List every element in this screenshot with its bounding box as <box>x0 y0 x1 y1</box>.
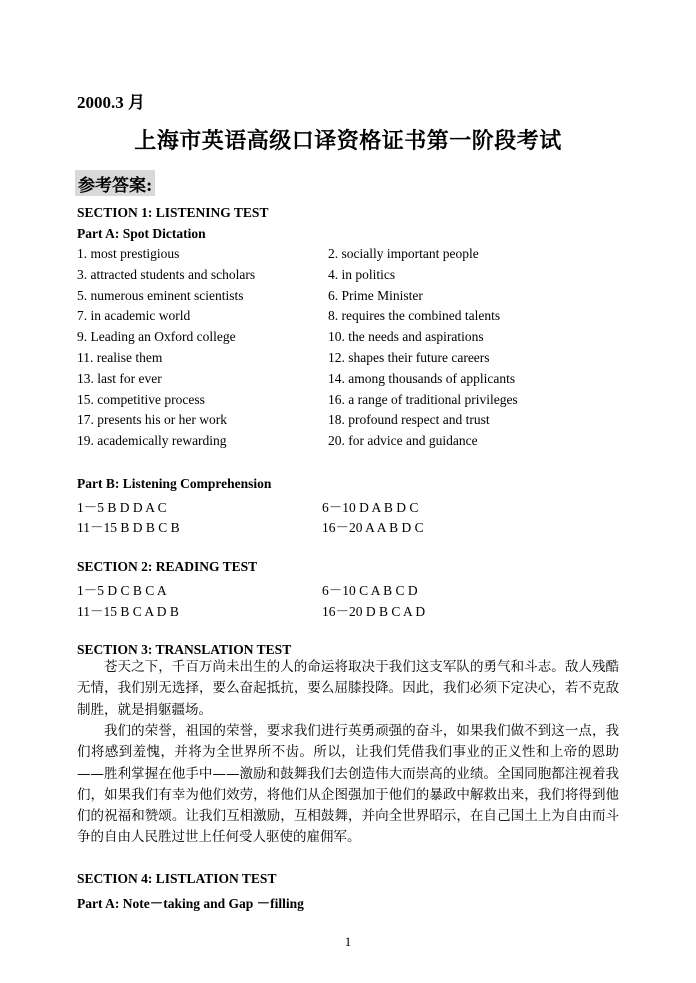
dictation-item: 12. shapes their future careers <box>328 350 490 365</box>
dictation-item: 13. last for ever <box>77 371 162 386</box>
dictation-item: 9. Leading an Oxford college <box>77 329 236 344</box>
dictation-item: 8. requires the combined talents <box>328 308 501 323</box>
answer-key-row: 16－20 A A B D C <box>322 520 424 535</box>
section1-partB-title: Part B: Listening Comprehension <box>77 476 272 491</box>
answer-key-row: 1－5 B D D A C <box>77 500 167 515</box>
translation-paragraph: 苍天之下，千百万尚未出生的人的命运将取决于我们这支军队的勇气和斗志。敌人残酷无情，我们别无选择，要么奋起抵抗，要么屈膝投降。因此，我们必须下定决心，若不克敌制胜，就是捐躯疆场。 <box>77 659 619 718</box>
dictation-item: 5. numerous eminent scientists <box>77 288 244 303</box>
dictation-item: 2. socially important people <box>328 246 479 261</box>
section1-partA-title: Part A: Spot Dictation <box>77 226 206 241</box>
translation-paragraph: 我们的荣誉，祖国的荣誉，要求我们进行英勇顽强的奋斗，如果我们做不到这一点，我们将感到羞愧，并将为全世界所不齿。所以，让我们凭借我们事业的正义性和上帝的恩助——胜利掌握在他手中——激励和鼓舞我们去创造伟大而崇高的业绩。全国同胞都注视着我们，如果我们有幸为他们效劳，将他们从企图强加于他们的暴政中解救出来，我们将得到他们的祝福和赞颂。让我们互相激励，互相鼓舞，并向全世界昭示，在自己国土上为自由而斗争的自由人民胜过世上任何受人驱使的雇佣军。 <box>77 723 619 846</box>
dictation-item: 18. profound respect and trust <box>328 412 490 427</box>
dictation-item: 3. attracted students and scholars <box>77 267 256 282</box>
dictation-item: 4. in politics <box>328 267 396 282</box>
dictation-item: 14. among thousands of applicants <box>328 371 516 386</box>
section4-title: SECTION 4: LISTLATION TEST <box>77 871 277 886</box>
dictation-item: 16. a range of traditional privileges <box>328 392 518 407</box>
section2-title: SECTION 2: READING TEST <box>77 559 258 574</box>
answer-key-row: 16－20 D B C A D <box>322 604 426 619</box>
section4-partA-title: Part A: Note－taking and Gap －filling <box>77 896 304 911</box>
answer-key-row: 6－10 C A B C D <box>322 583 418 598</box>
dictation-item: 11. realise them <box>77 350 163 365</box>
section1-title: SECTION 1: LISTENING TEST <box>77 205 269 220</box>
answers-heading: 参考答案: <box>75 170 155 196</box>
dictation-item: 10. the needs and aspirations <box>328 329 484 344</box>
dictation-item: 19. academically rewarding <box>77 433 227 448</box>
exam-title: 上海市英语高级口译资格证书第一阶段考试 <box>134 128 562 154</box>
section3-title: SECTION 3: TRANSLATION TEST <box>77 642 292 657</box>
exam-date: 2000.3 月 <box>77 93 145 112</box>
dictation-item: 1. most prestigious <box>77 246 180 261</box>
dictation-item: 15. competitive process <box>77 392 205 407</box>
answer-key-row: 11－15 B D B C B <box>77 520 180 535</box>
answer-key-row: 6－10 D A B D C <box>322 500 419 515</box>
dictation-item: 17. presents his or her work <box>77 412 227 427</box>
answer-key-row: 1－5 D C B C A <box>77 583 167 598</box>
dictation-item: 7. in academic world <box>77 308 191 323</box>
dictation-item: 20. for advice and guidance <box>328 433 478 448</box>
page-number: 1 <box>344 934 352 949</box>
dictation-item: 6. Prime Minister <box>328 288 423 303</box>
answer-key-row: 11－15 B C A D B <box>77 604 179 619</box>
